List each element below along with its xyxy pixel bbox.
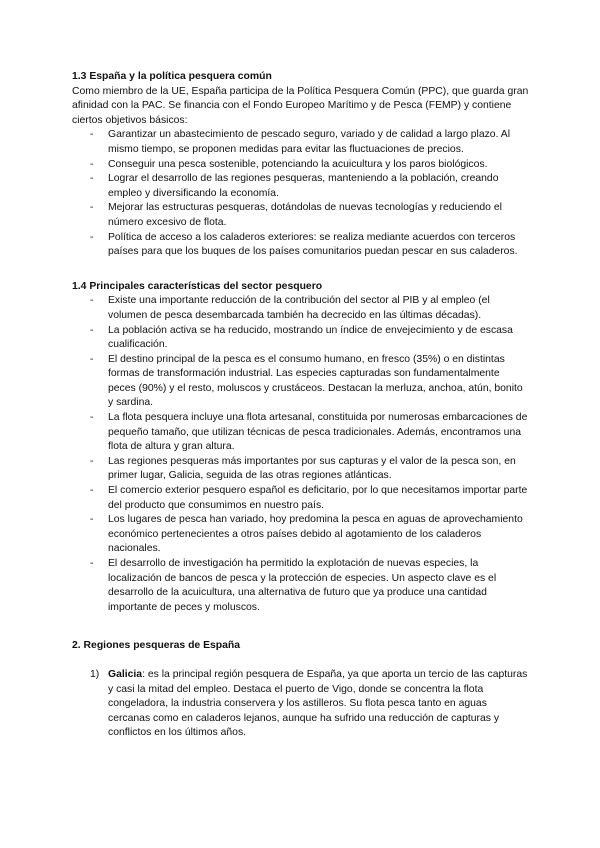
list-item: - Lograr el desarrollo de las regiones pesqueras, manteniendo a la población, creando empleo y diversificando la economía. bbox=[108, 172, 530, 201]
section-1-4-heading: 1.4 Principales características del sector pesquero bbox=[72, 280, 323, 292]
list-item: - La flota pesquera incluye una flota artesanal, constituida por numerosas embarcaciones de pequeño tamaño, que utilizan técnicas de pesca tradicionales. Además, encontramos una flota de altura y gran altura. bbox=[108, 411, 530, 455]
spacer bbox=[72, 260, 530, 280]
list-item: - Política de acceso a los caladeros exteriores: se realiza mediante acuerdos con terceros países para que los buques de los países comunitarios puedan pescar en sus caladeros. bbox=[108, 231, 530, 260]
spacer bbox=[72, 654, 530, 668]
spacer bbox=[72, 615, 530, 639]
region-description: : es la principal región pesquera de España, ya que aporta un tercio de las capturas y casi la mitad del empleo. Destaca el puerto de Vigo, donde se concentra la flota congeladora, la industria conservera y los astilleros. Su flota pesca tanto en aguas cercanas como en caladeros lejanos, aunque ha sufrido una reducción de capturas y conflictos en los últimos años. bbox=[108, 668, 528, 739]
list-item: - Conseguir una pesca sostenible, potenciando la acuicultura y los paros biológicos. bbox=[108, 158, 530, 173]
document-body bbox=[72, 70, 530, 741]
section-2-heading: 2. Regiones pesqueras de España bbox=[72, 640, 241, 652]
list-item: - Las regiones pesqueras más importantes por sus capturas y el valor de la pesca son, en primer lugar, Galicia, seguida de las otras regiones atlánticas. bbox=[108, 455, 530, 484]
section-1-4-list bbox=[72, 294, 530, 615]
list-marker: 1) bbox=[90, 668, 100, 680]
list-item: - Mejorar las estructuras pesqueras, dotándolas de nuevas tecnologías y reduciendo el número excesivo de flota. bbox=[108, 201, 530, 230]
list-item: - La población activa se ha reducido, mostrando un índice de envejecimiento y de escasa cualificación. bbox=[108, 324, 530, 353]
region-name: Galicia bbox=[108, 668, 143, 680]
section-1-3-heading: 1.3 España y la política pesquera común bbox=[72, 71, 272, 82]
list-item: - El destino principal de la pesca es el consumo humano, en fresco (35%) o en distintas formas de transformación industrial. Las especies capturadas son fundamentalmente peces (90%) y el resto, moluscos y crustáceos. Destacan la merluza, anchoa, atún, bonito y sardina. bbox=[108, 353, 530, 411]
section-1-3-list bbox=[72, 128, 530, 259]
list-item: - El desarrollo de investigación ha permitido la explotación de nuevas especies, la localización de bancos de pesca y la protección de especies. Un aspecto clave es el desarrollo de la acuicultura, una alternativa de futuro que ya produce una cantidad importante de peces y moluscos. bbox=[108, 557, 530, 615]
section-1-3-intro: Como miembro de la UE, España participa de la Política Pesquera Común (PPC), que guarda gran afinidad con la PAC. Se financia con el Fondo Europeo Marítimo y de Pesca (FEMP) y contiene ciertos objetivos básicos: bbox=[72, 85, 529, 126]
list-item: - El comercio exterior pesquero español es deficitario, por lo que necesitamos importar parte del producto que consumimos en nuestro país. bbox=[108, 484, 530, 513]
list-item: - Los lugares de pesca han variado, hoy predomina la pesca en aguas de aprovechamiento económico pertenecientes a otros países debido al agotamiento de los caladeros nacionales. bbox=[108, 513, 530, 557]
region-item-galicia bbox=[90, 668, 530, 741]
list-item: - Existe una importante reducción de la contribución del sector al PIB y al empleo (el volumen de pesca desembarcada también ha decrecido en las últimas décadas). bbox=[108, 294, 530, 323]
regions-list bbox=[72, 668, 530, 741]
list-item: - Garantizar un abastecimiento de pescado seguro, variado y de calidad a largo plazo. Al mismo tiempo, se proponen medidas para evitar las fluctuaciones de precios. bbox=[108, 128, 530, 157]
